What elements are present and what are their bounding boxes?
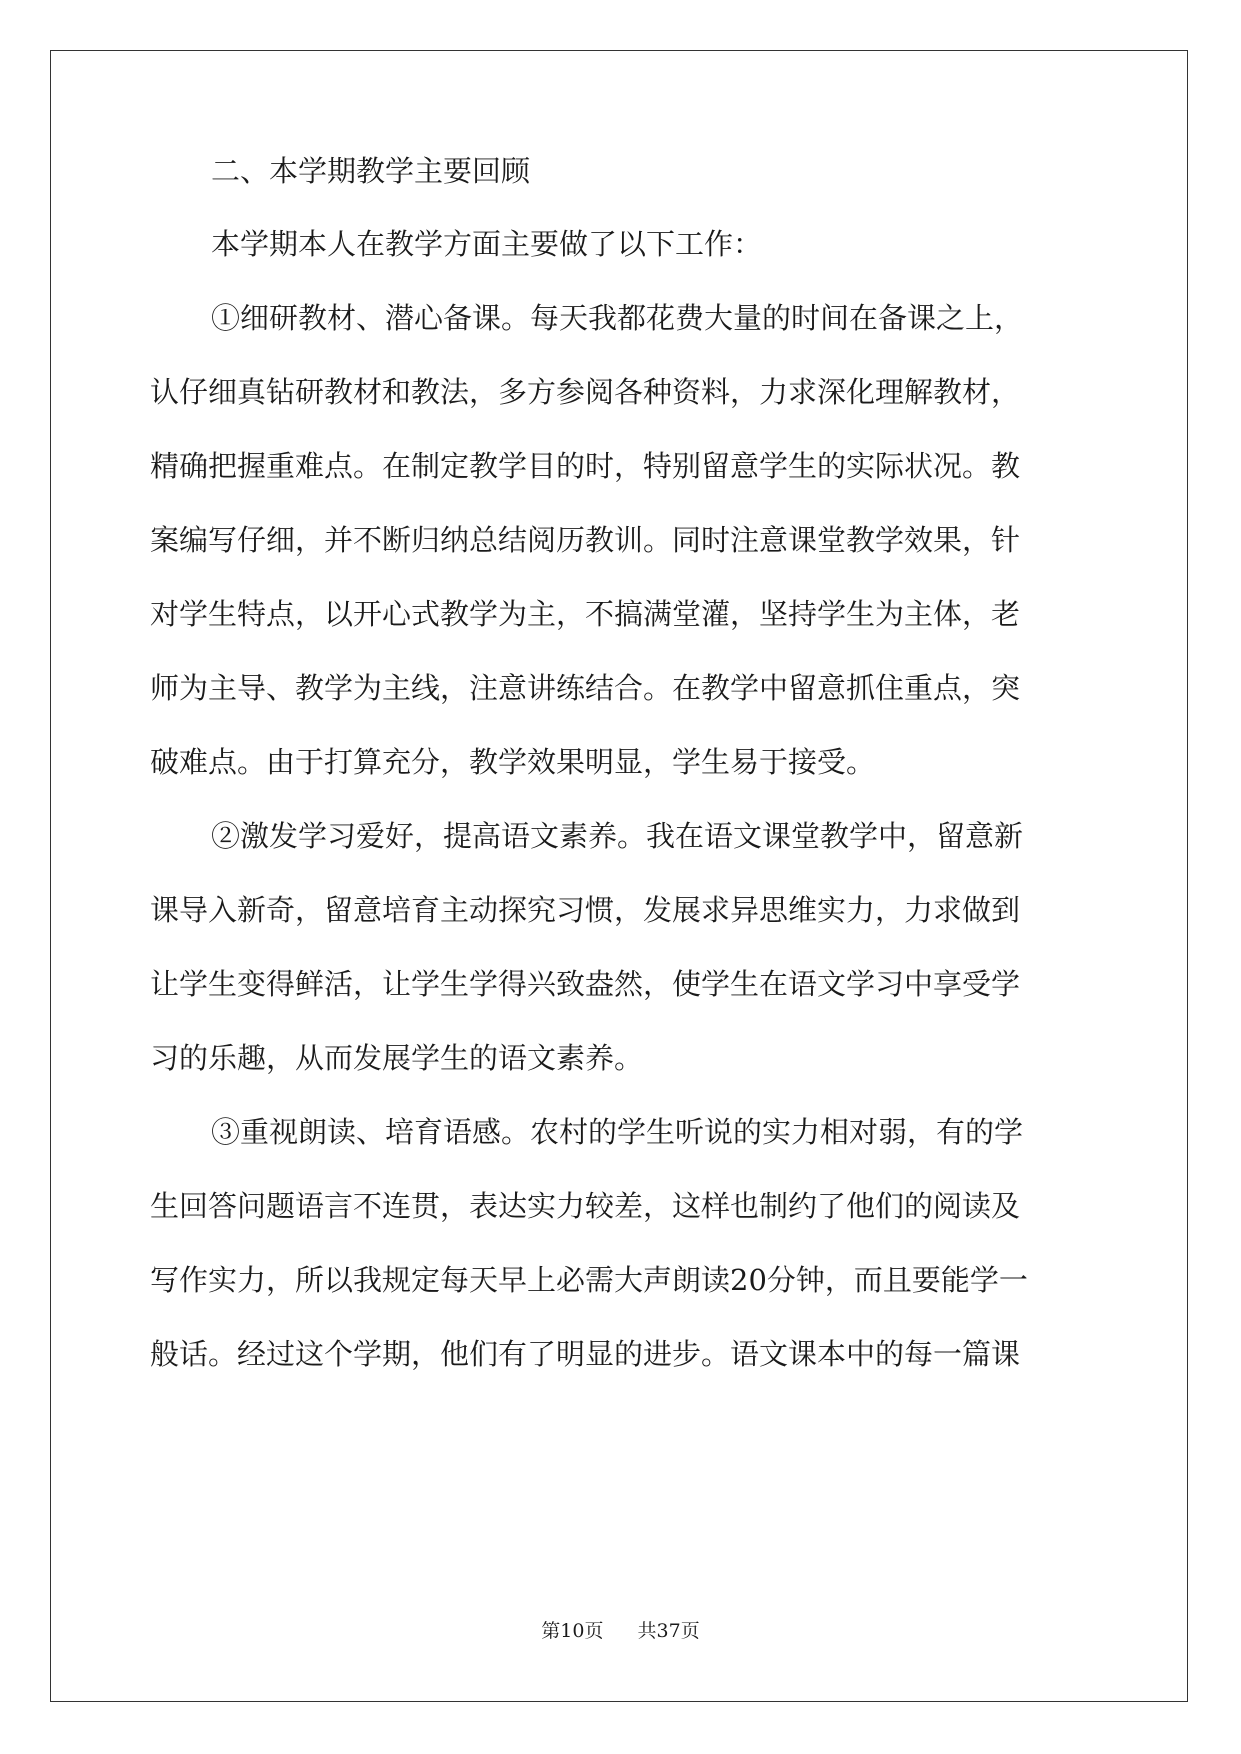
paragraph-line: 生回答问题语言不连贯，表达实力较差，这样也制约了他们的阅读及	[150, 1189, 1021, 1223]
section-heading: 二、本学期教学主要回顾	[211, 154, 531, 188]
paragraph-line: 认仔细真钻研教材和教法，多方参阅各种资料，力求深化理解教材，	[150, 375, 1021, 409]
paragraph-line: 师为主导、教学为主线，注意讲练结合。在教学中留意抓住重点，突	[150, 671, 1021, 705]
paragraph-line: ①细研教材、潜心备课。每天我都花费大量的时间在备课之上，	[211, 301, 1024, 335]
paragraph-line: 般话。经过这个学期，他们有了明显的进步。语文课本中的每一篇课	[150, 1337, 1021, 1371]
paragraph-line: 习的乐趣，从而发展学生的语文素养。	[150, 1041, 644, 1075]
page-footer	[0, 1616, 1241, 1643]
paragraph-line: 让学生变得鲜活，让学生学得兴致盎然，使学生在语文学习中享受学	[150, 967, 1021, 1001]
paragraph-line: 精确把握重难点。在制定教学目的时，特别留意学生的实际状况。教	[150, 449, 1021, 483]
paragraph-line: ③重视朗读、培育语感。农村的学生听说的实力相对弱，有的学	[211, 1115, 1024, 1149]
paragraph-line: ②激发学习爱好，提高语文素养。我在语文课堂教学中，留意新	[211, 819, 1024, 853]
page-number-total: 共37页	[637, 1620, 700, 1642]
paragraph-line: 课导入新奇，留意培育主动探究习惯，发展求异思维实力，力求做到	[150, 893, 1021, 927]
paragraph-line: 写作实力，所以我规定每天早上必需大声朗读20分钟，而且要能学一	[150, 1263, 1028, 1297]
paragraph-line: 本学期本人在教学方面主要做了以下工作：	[211, 227, 763, 261]
paragraph-line: 对学生特点，以开心式教学为主，不搞满堂灌，坚持学生为主体，老	[150, 597, 1021, 631]
paragraph-line: 案编写仔细，并不断归纳总结阅历教训。同时注意课堂教学效果，针	[150, 523, 1021, 557]
paragraph-line: 破难点。由于打算充分，教学效果明显，学生易于接受。	[150, 745, 876, 779]
page-number-current: 第10页	[541, 1620, 604, 1642]
